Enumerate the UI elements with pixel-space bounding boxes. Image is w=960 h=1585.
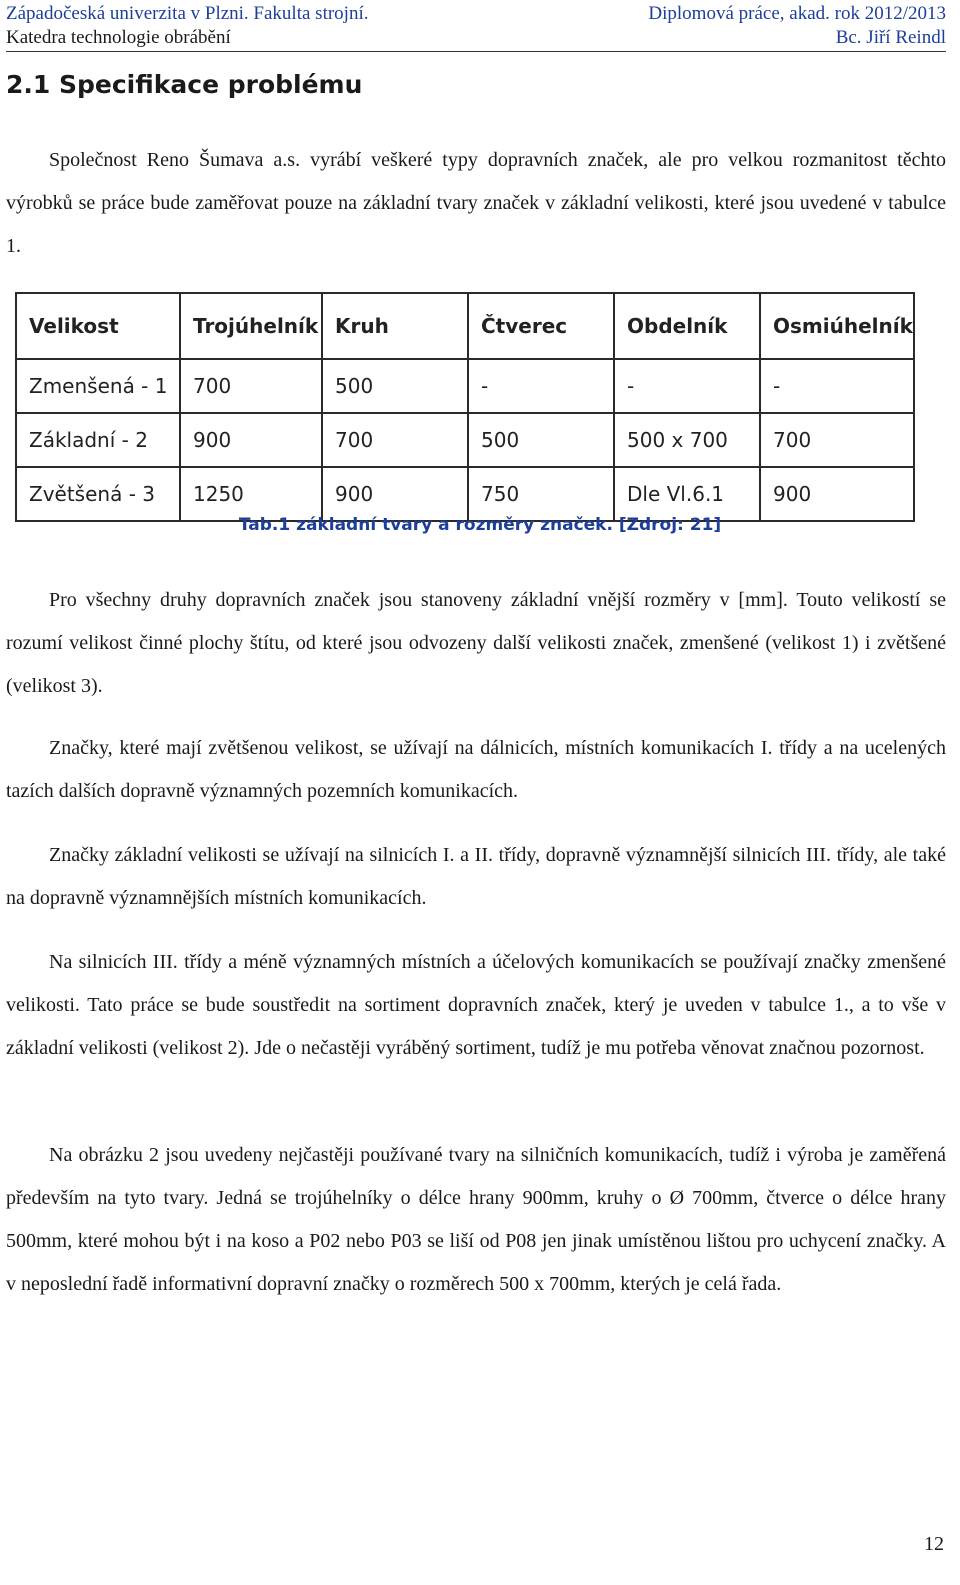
table-cell: Dle Vl.6.1 (614, 467, 760, 521)
table-cell: 900 (322, 467, 468, 521)
table-cell: 500 (322, 359, 468, 413)
table-cell: 1250 (180, 467, 322, 521)
table-header-cell: Trojúhelník (180, 293, 322, 359)
table-row (16, 467, 914, 521)
paragraph-enlarged: Značky, které mají zvětšenou velikost, se užívají na dálnicích, místních komunikacích I. třídy a na ucelených tazích dalších dopravně významných pozemních komunikacích. (6, 737, 946, 802)
header-row-bottom (6, 26, 946, 50)
header-thesis-year: Diplomová práce, akad. rok 2012/2013 (648, 3, 946, 24)
table-header-cell: Čtverec (468, 293, 614, 359)
paragraph-shapes: Na obrázku 2 jsou uvedeny nejčastěji používané tvary na silničních komunikacích, tudíž i výroba je zaměřená především na tyto tvary. Jedná se trojúhelníky o délce hrany 900mm, kruhy o Ø 700mm, čtverce o délce hrany 500mm, které mohou být i na koso a P02 nebo P03 se liší od P08 jen jinak umístěnou lištou pro uchycení značky. A v neposlední řadě informativní dopravní značky o rozměrech 500 x 700mm, kterých je celá řada. (6, 1144, 946, 1295)
paragraph-intro: Společnost Reno Šumava a.s. vyrábí veškeré typy dopravních značek, ale pro velkou rozmanitost těchto výrobků se práce bude zaměřovat pouze na základní tvary značek v základní velikosti, které jsou uvedené v tabulce 1. (6, 149, 946, 257)
table-cell: - (614, 359, 760, 413)
table-cell: 700 (180, 359, 322, 413)
table-cell: 700 (760, 413, 914, 467)
table-cell: 700 (322, 413, 468, 467)
table-header-row (16, 293, 914, 359)
table-header-cell: Velikost (16, 293, 180, 359)
table-row (16, 413, 914, 467)
table-cell: 750 (468, 467, 614, 521)
page-header (6, 2, 946, 52)
paragraph-reduced: Na silnicích III. třídy a méně významných místních a účelových komunikacích se používají značky zmenšené velikosti. Tato práce se bude soustředit na sortiment dopravních značek, který je uveden v tabulce 1., a to vše v základní velikosti (velikost 2). Jde o nečastěji vyráběný sortiment, tudíž je mu potřeba věnovat značnou pozornost. (6, 951, 946, 1059)
header-university: Západočeská univerzita v Plzni. Fakulta strojní. (6, 3, 369, 24)
table-caption: Tab.1 základní tvary a rozměry značek. [Zdroj: 21] (238, 515, 722, 535)
sizes-table (15, 292, 915, 522)
table-cell: 900 (180, 413, 322, 467)
table-cell: Základní - 2 (16, 413, 180, 467)
table-cell: 500 x 700 (614, 413, 760, 467)
table-header-cell: Osmiúhelník (760, 293, 914, 359)
section-title: 2.1 Specifikace problému (6, 70, 363, 99)
header-author: Bc. Jiří Reindl (835, 27, 946, 48)
page-number: 12 (924, 1533, 944, 1555)
table-cell: Zmenšená - 1 (16, 359, 180, 413)
table-row (16, 359, 914, 413)
table-cell: - (760, 359, 914, 413)
table-cell: 500 (468, 413, 614, 467)
table-header-cell: Obdelník (614, 293, 760, 359)
paragraph-basic: Značky základní velikosti se užívají na silnicích I. a II. třídy, dopravně významnější silnicích III. třídy, ale také na dopravně významnějších místních komunikacích. (6, 844, 946, 909)
header-row-top (6, 2, 946, 26)
table-cell: Zvětšená - 3 (16, 467, 180, 521)
table-cell: 900 (760, 467, 914, 521)
table-header-cell: Kruh (322, 293, 468, 359)
table-cell: - (468, 359, 614, 413)
paragraph-dimensions: Pro všechny druhy dopravních značek jsou stanoveny základní vnější rozměry v [mm]. Touto velikostí se rozumí velikost činné plochy štítu, od které jsou odvozeny další velikosti značek, zmenšené (velikost 1) i zvětšené (velikost 3). (6, 589, 946, 697)
header-department: Katedra technologie obrábění (6, 27, 231, 48)
